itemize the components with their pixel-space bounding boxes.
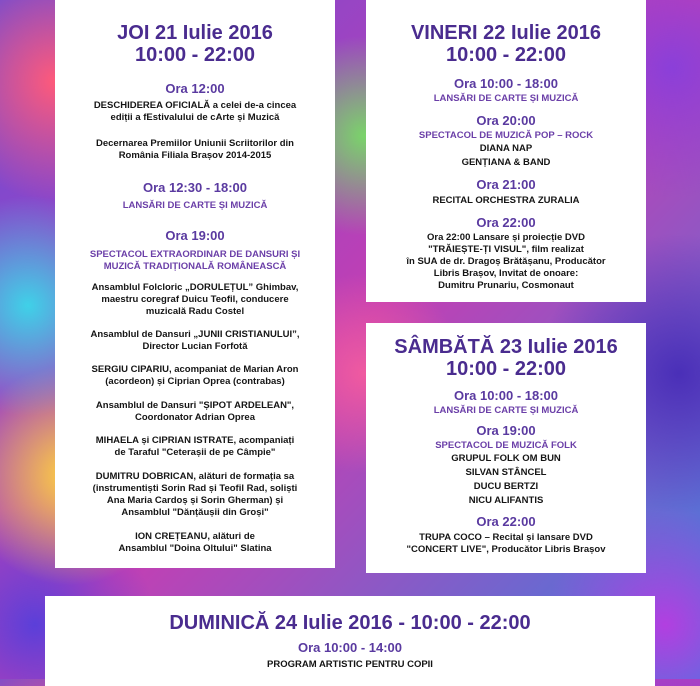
- thursday-group-7-line-1: ION CREȚEANU, alături de: [135, 531, 255, 542]
- saturday-artist-1: GRUPUL FOLK OM BUN: [451, 453, 561, 464]
- thursday-group-2-line-1: Ansamblul de Dansuri „JUNII CRISTIANULUI”,: [90, 329, 300, 340]
- sunday-panel: [45, 596, 655, 686]
- saturday-coco-line-2: "CONCERT LIVE", Producător Libris Brașov: [406, 544, 606, 555]
- friday-book-launch: LANSĂRI DE CARTE ȘI MUZICĂ: [433, 93, 579, 104]
- thursday-group-3-line-2: (acordeon) și Ciprian Oprea (contrabas): [105, 376, 285, 387]
- thursday-group-6-line-4: Ansamblul "Dănțăușii din Groși": [121, 507, 269, 518]
- thursday-group-6-line-1: DUMITRU DOBRICAN, alături de formația sa: [95, 471, 295, 482]
- friday-day-title: VINERI 22 Iulie 2016: [410, 22, 602, 44]
- thursday-awards-line-1: Decernarea Premiilor Uniunii Scriitorilor din: [96, 138, 294, 149]
- saturday-artist-4: NICU ALIFANTIS: [468, 495, 544, 506]
- friday-artist-2: GENȚIANA & BAND: [461, 157, 551, 168]
- friday-orchestra: RECITAL ORCHESTRA ZURALIA: [432, 195, 580, 206]
- saturday-panel: [366, 323, 646, 573]
- thursday-group-5-line-2: de Taraful "Ceterașii de pe Câmpie": [114, 447, 276, 458]
- saturday-coco-line-1: TRUPA COCO – Recital și lansare DVD: [419, 532, 593, 543]
- thursday-group-2-line-2: Director Lucian Forfotă: [142, 341, 248, 352]
- friday-artist-1: DIANA NAP: [479, 143, 533, 154]
- thursday-day-title: JOI 21 Iulie 2016: [117, 22, 273, 44]
- saturday-slot-2200: Ora 22:00: [476, 514, 536, 529]
- friday-dvd-line-2: "TRĂIEȘTE-ȚI VISUL", film realizat: [428, 244, 584, 255]
- thursday-dance-show-line-1: SPECTACOL EXTRAORDINAR DE DANSURI ȘI: [89, 249, 301, 260]
- saturday-slot-1000: Ora 10:00 - 18:00: [453, 388, 559, 403]
- friday-pop-rock: SPECTACOL DE MUZICĂ POP – ROCK: [418, 130, 594, 141]
- saturday-artist-3: DUCU BERTZI: [473, 481, 539, 492]
- thursday-slot-1200: Ora 12:00: [165, 81, 225, 96]
- saturday-day-title: SÂMBĂTĂ 23 Iulie 2016: [394, 336, 618, 358]
- friday-slot-2200: Ora 22:00: [476, 215, 536, 230]
- friday-slot-2000: Ora 20:00: [476, 113, 536, 128]
- thursday-opening-line-1: DESCHIDEREA OFICIALĂ a celei de-a cincea: [93, 100, 297, 111]
- thursday-hours: 10:00 - 22:00: [134, 44, 256, 66]
- thursday-dance-show-line-2: MUZICĂ TRADIȚIONALĂ ROMÂNEASCĂ: [103, 261, 287, 272]
- thursday-awards-line-2: România Filiala Brașov 2014-2015: [118, 150, 272, 161]
- saturday-folk-show: SPECTACOL DE MUZICĂ FOLK: [435, 440, 577, 451]
- friday-dvd-line-4: Libris Brașov, Invitat de onoare:: [433, 268, 579, 279]
- friday-slot-2100: Ora 21:00: [476, 177, 536, 192]
- saturday-artist-2: SILVAN STÂNCEL: [465, 467, 547, 478]
- thursday-book-launch: LANSĂRI DE CARTE ȘI MUZICĂ: [122, 200, 268, 211]
- thursday-group-7-line-2: Ansamblul "Doina Oltului" Slatina: [118, 543, 272, 554]
- sunday-slot-1000: Ora 10:00 - 14:00: [297, 640, 403, 655]
- saturday-hours: 10:00 - 22:00: [445, 358, 567, 380]
- thursday-group-5-line-1: MIHAELA și CIPRIAN ISTRATE, acompaniați: [95, 435, 295, 446]
- sunday-kids-program: PROGRAM ARTISTIC PENTRU COPII: [267, 659, 433, 670]
- thursday-group-4-line-2: Coordonator Adrian Oprea: [135, 412, 255, 423]
- saturday-book-launch: LANSĂRI DE CARTE ȘI MUZICĂ: [433, 405, 579, 416]
- saturday-slot-1900: Ora 19:00: [476, 423, 536, 438]
- friday-dvd-line-5: Dumitru Prunariu, Cosmonaut: [438, 280, 574, 291]
- thursday-panel: [55, 0, 335, 568]
- friday-panel: [366, 0, 646, 302]
- thursday-opening-line-2: ediții a fEstivalului de cArte și Muzică: [110, 112, 280, 123]
- thursday-group-6-line-2: (instrumentiști Sorin Rad și Teofil Rad, soliști: [92, 483, 298, 494]
- friday-dvd-line-3: în SUA de dr. Dragoș Brătășanu, Producător: [406, 256, 606, 267]
- thursday-group-1-line-2: maestru coregraf Duicu Teofil, conducere: [101, 294, 289, 305]
- friday-slot-1000: Ora 10:00 - 18:00: [453, 76, 559, 91]
- sunday-day-title: DUMINICĂ 24 Iulie 2016 - 10:00 - 22:00: [169, 612, 531, 634]
- friday-hours: 10:00 - 22:00: [445, 44, 567, 66]
- thursday-group-3-line-1: SERGIU CIPARIU, acompaniat de Marian Aron: [91, 364, 299, 375]
- thursday-slot-1900: Ora 19:00: [165, 228, 225, 243]
- thursday-slot-1230: Ora 12:30 - 18:00: [142, 180, 248, 195]
- thursday-group-1-line-1: Ansamblul Folcloric „DORULEȚUL” Ghimbav,: [91, 282, 299, 293]
- thursday-group-6-line-3: Ana Maria Cardoș și Sorin Gherman) și: [106, 495, 284, 506]
- thursday-group-1-line-3: muzicală Radu Costel: [145, 306, 245, 317]
- friday-dvd-line-1: Ora 22:00 Lansare și proiecție DVD: [427, 232, 585, 243]
- thursday-group-4-line-1: Ansamblul de Dansuri "ȘIPOT ARDELEAN",: [95, 400, 295, 411]
